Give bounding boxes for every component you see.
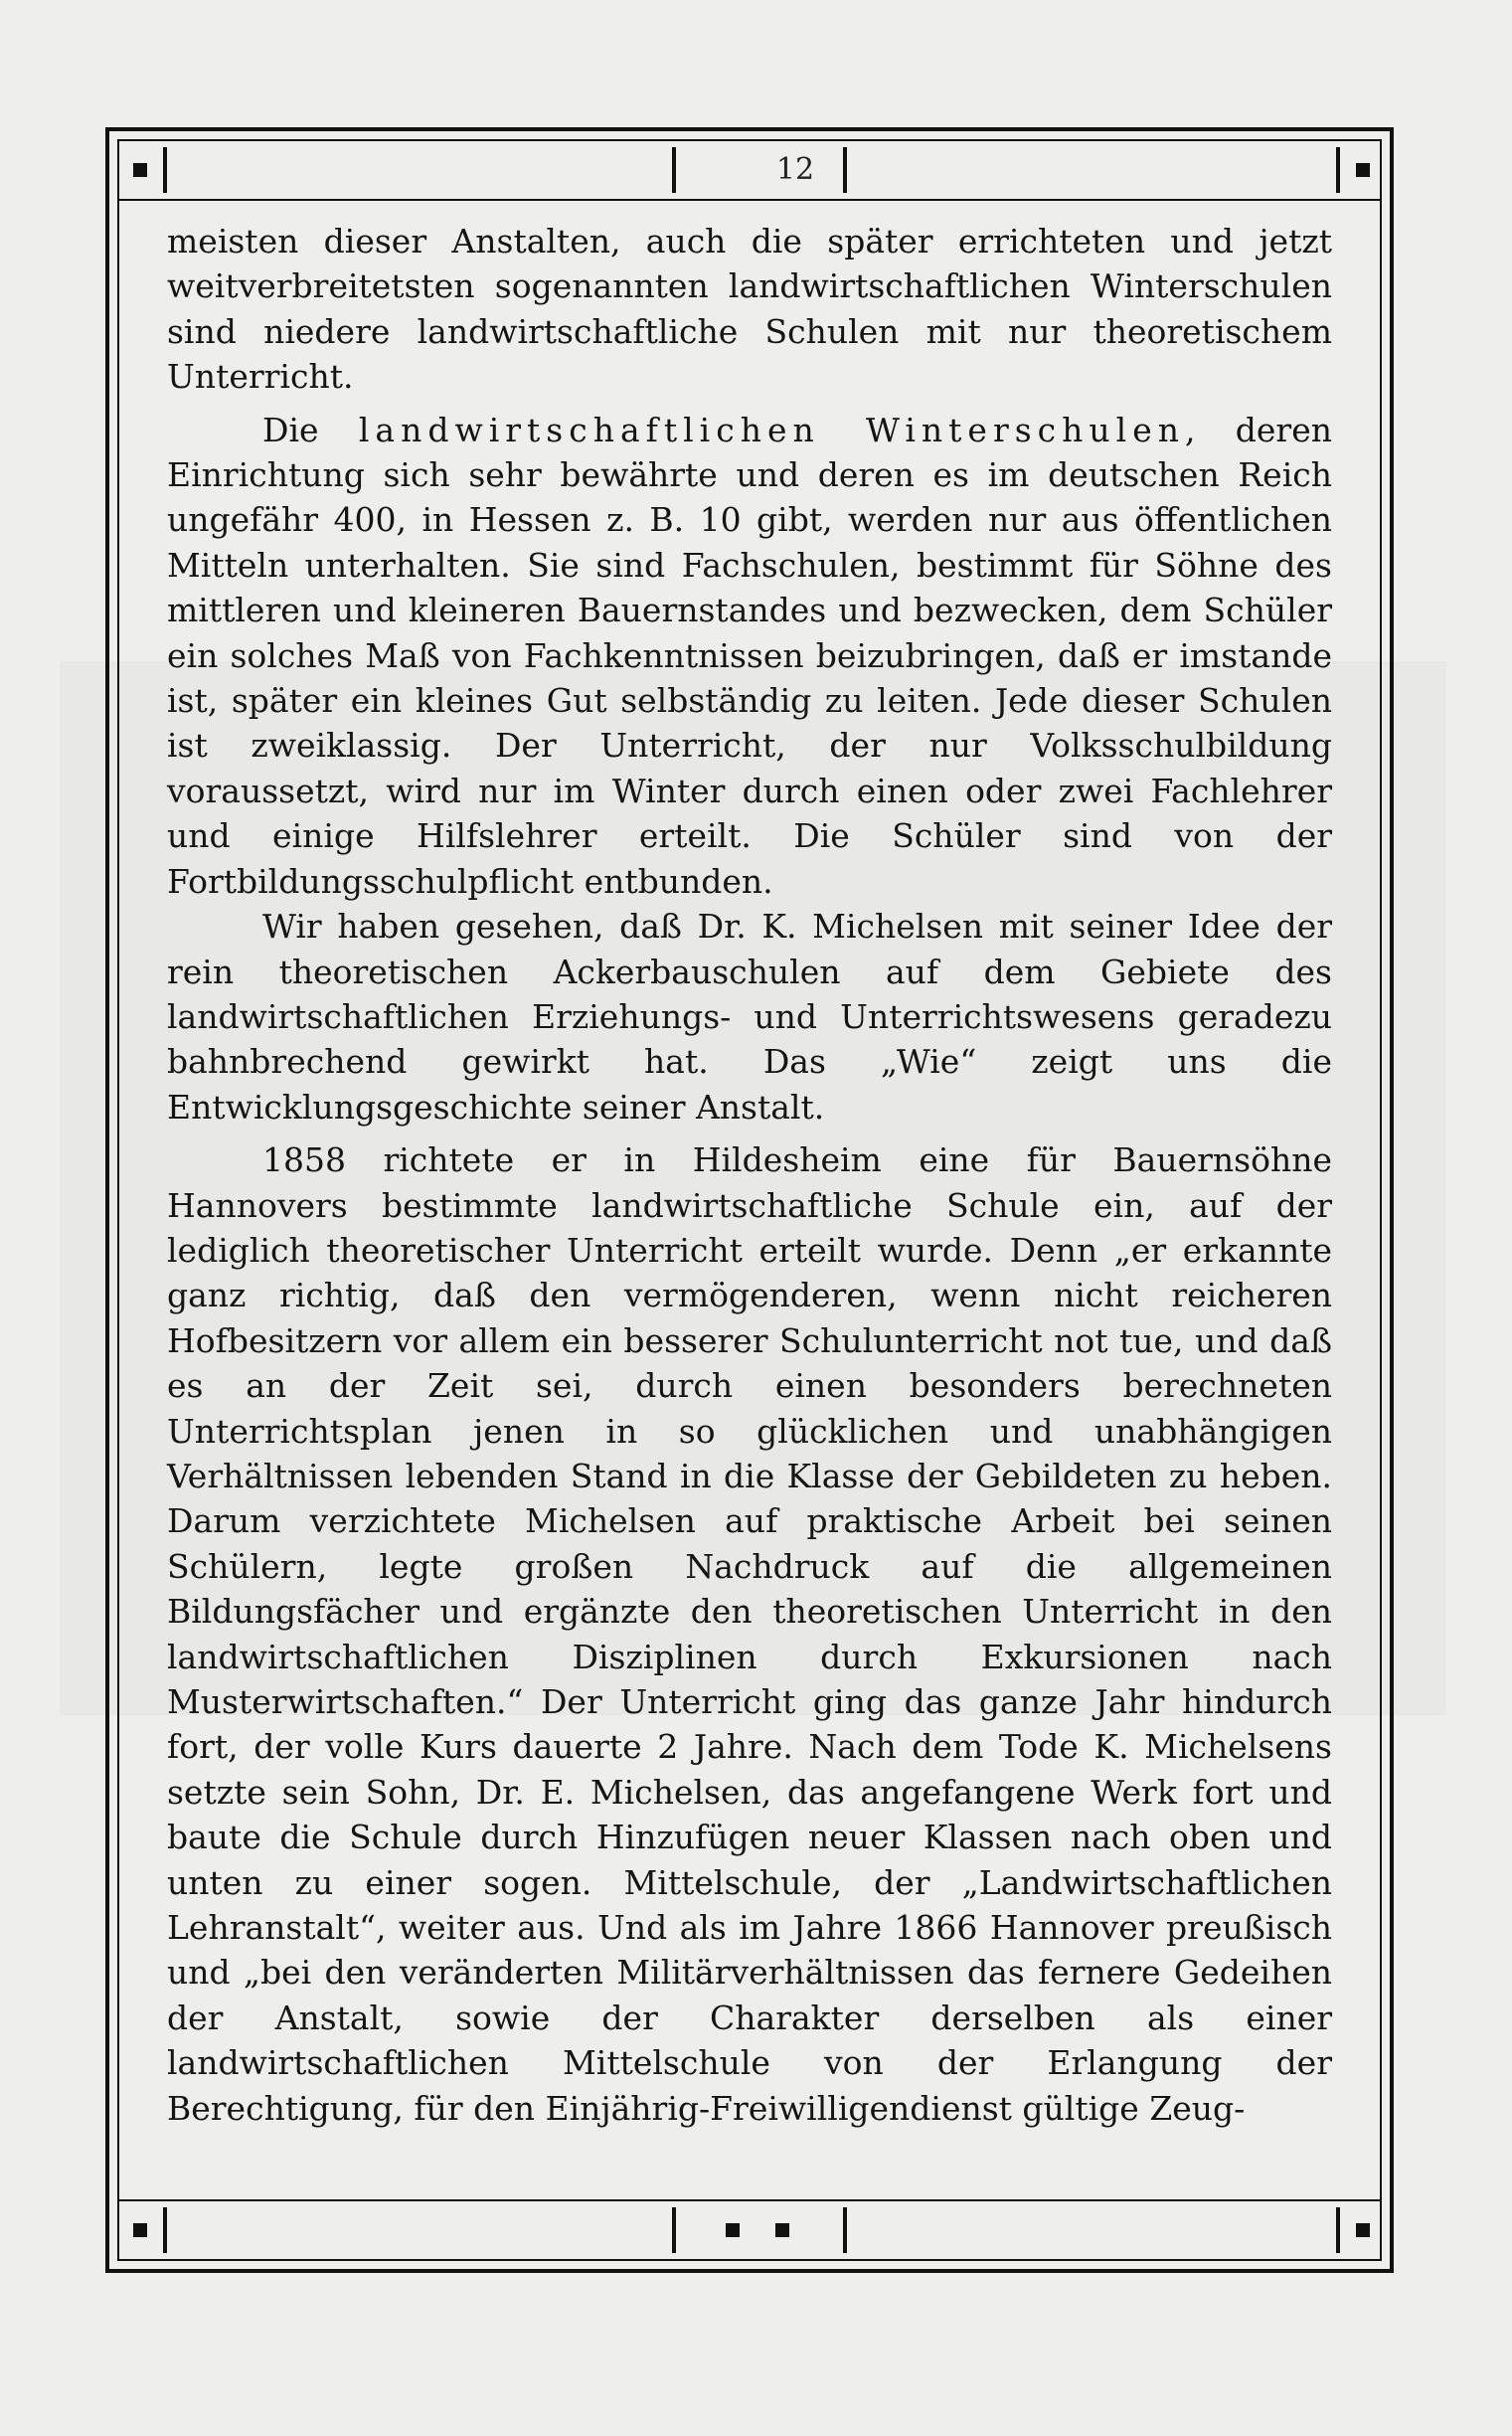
body-text [167, 219, 1332, 2131]
ornament-square-icon [726, 2223, 740, 2237]
paragraph: meisten dieser Anstalten, auch die später errichteten und jetzt weitverbreitetsten sogenannten landwirtschaftlichen Winterschulen sind niedere landwirtschaftliche Schulen mit nur theoretischem Unterricht. [167, 222, 1332, 397]
footer-divider [163, 2207, 167, 2253]
header-divider [843, 147, 847, 193]
header-divider [672, 147, 676, 193]
emphasized-term: landwirtschaftlichen Winterschulen [358, 410, 1185, 449]
ornament-square-icon [133, 2223, 147, 2237]
footer-divider [672, 2207, 676, 2253]
paragraph-lead: Die [262, 410, 319, 449]
page-number: 12 [775, 152, 815, 187]
paragraph [167, 408, 1332, 904]
paragraph: Wir haben gesehen, daß Dr. K. Michelsen mit seiner Idee der rein theoretischen Ackerbauschulen auf dem Gebiete des landwirtschaftlichen Erziehungs- und Unterrichtswesens geradezu bahnbrechend gewirkt hat. Das „Wie“ zeigt uns die Entwicklungsgeschichte seiner Anstalt. [167, 907, 1332, 1127]
paragraph: 1858 richtete er in Hildesheim eine für Bauernsöhne Hannovers bestimmte landwirtschaftliche Schule ein, auf der lediglich theoretischer Unterricht erteilt wurde. Denn „er erkannte ganz richtig, daß den vermögenderen, wenn nicht reicheren Hofbesitzern vor allem ein besserer Schulunterricht not tue, und daß es an der Zeit sei, durch einen besonders berechneten Unterrichtsplan jenen in so glücklichen und unabhängigen Verhältnissen lebenden Stand in die Klasse der Gebildeten zu heben. Darum verzichtete Michelsen auf praktische Arbeit bei seinen Schülern, legte großen Nachdruck auf die allgemeinen Bildungsfächer und ergänzte den theoretischen Unterricht in den landwirtschaftlichen Disziplinen durch Exkursionen nach Musterwirtschaften.“ Der Unterricht ging das ganze Jahr hindurch fort, der volle Kurs dauerte 2 Jahre. Nach dem Tode K. Michelsens setzte sein Sohn, Dr. E. Michelsen, das angefangene Werk fort und baute die Schule durch Hinzufügen neuer Klassen nach oben und unten zu einer sogen. Mittelschule, der „Landwirtschaftlichen Lehranstalt“, weiter aus. Und als im Jahre 1866 Hannover preußisch und „bei den veränderten Militärverhältnissen das fernere Gedeihen der Anstalt, sowie der Charakter derselben als einer landwirtschaftlichen Mittelschule von der Erlangung der Berechtigung, für den Einjährig-Freiwilligendienst gültige Zeug- [167, 1140, 1332, 2128]
header-divider [163, 147, 167, 193]
header-band [119, 141, 1380, 201]
ornament-square-icon [133, 163, 147, 177]
page-border-inner [117, 139, 1382, 2261]
footer-divider [843, 2207, 847, 2253]
footer-divider [1336, 2207, 1340, 2253]
page-border-outer [105, 127, 1394, 2273]
ornament-square-icon [1356, 163, 1370, 177]
paragraph-rest: , deren Einrichtung sich sehr bewährte und deren es im deutschen Reich ungefähr 400, in Hessen z. B. 10 gibt, werden nur aus öffentlichen Mitteln unterhalten. Sie sind Fachschulen, bestimmt für Söhne des mittleren und kleineren Bauernstandes und bezwecken, dem Schüler ein solches Maß von Fachkenntnissen beizubringen, daß er imstande ist, später ein kleines Gut selbständig zu leiten. Jede dieser Schulen ist zweiklassig. Der Unterricht, der nur Volksschulbildung voraussetzt, wird nur im Winter durch einen oder zwei Fachlehrer und einige Hilfslehrer erteilt. Die Schüler sind von der Fortbildungsschulpflicht entbunden. [167, 410, 1332, 901]
footer-band [119, 2199, 1380, 2259]
ornament-square-icon [1356, 2223, 1370, 2237]
ornament-square-icon [775, 2223, 789, 2237]
header-divider [1336, 147, 1340, 193]
